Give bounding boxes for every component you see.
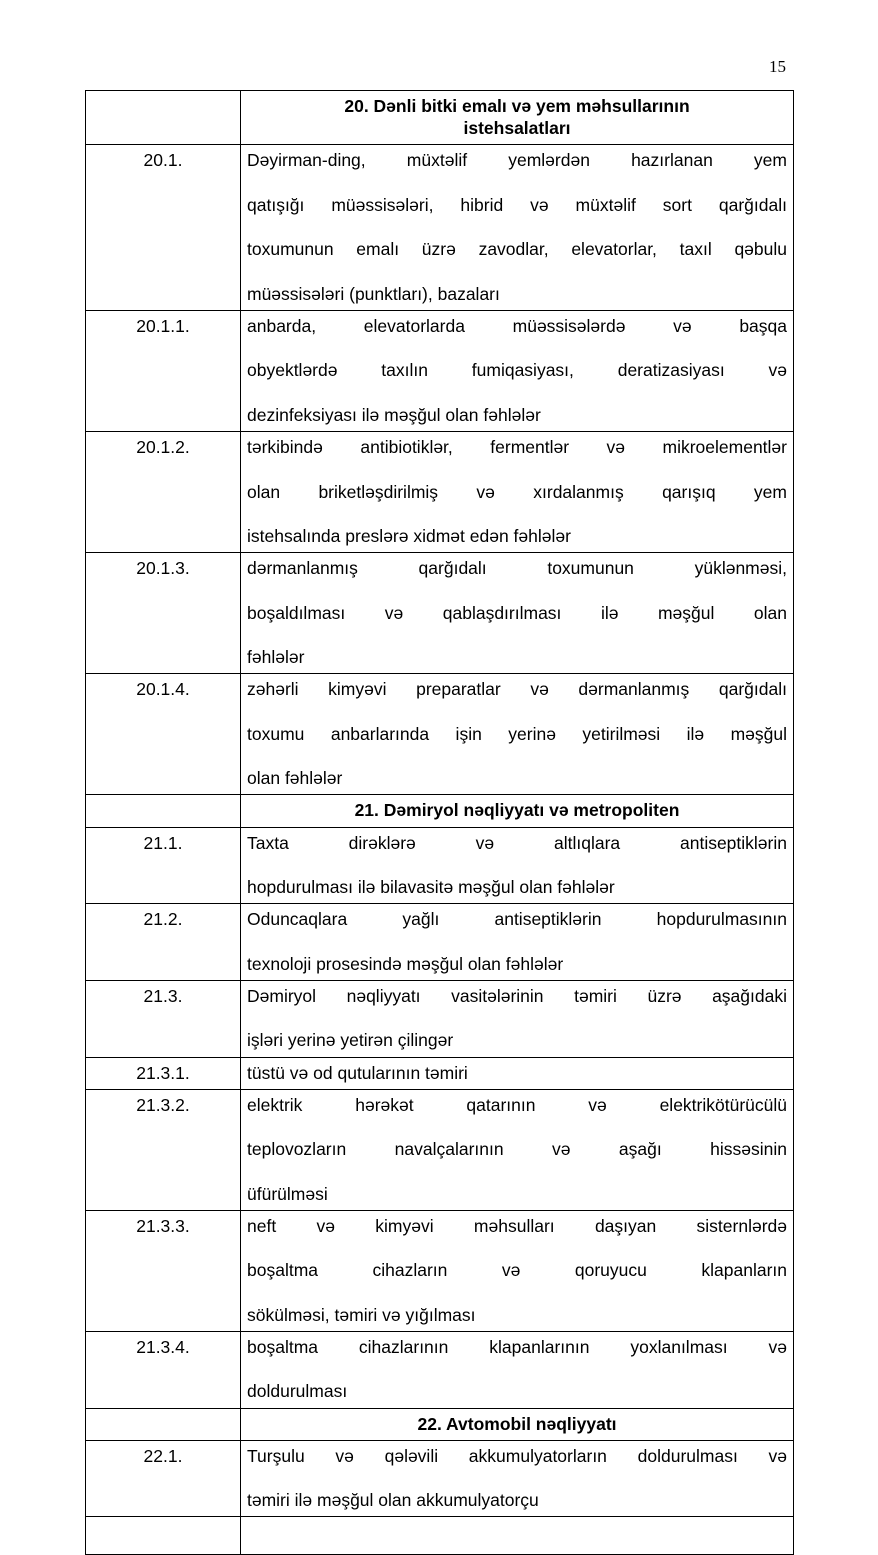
row-text-line: dezinfeksiyası ilə məşğul olan fəhlələr (247, 404, 541, 425)
row-text-line: teplovozların navalçalarının və aşağı hissəsinin (247, 1139, 787, 1160)
row-code-cell (86, 795, 241, 827)
row-text-line: neft və kimyəvi məhsulları daşıyan sisternlərdə (247, 1215, 787, 1236)
row-text-line: tüstü və od qutularının təmiri (247, 1062, 468, 1083)
row-text-line: toxumunun emalı üzrə zavodlar, elevatorlar, taxıl qəbulu (247, 239, 787, 260)
row-text-cell (241, 432, 794, 553)
row-text-line: hopdurulması ilə bilavasitə məşğul olan fəhlələr (247, 877, 615, 897)
table-row (86, 310, 794, 431)
row-text-cell (241, 1210, 794, 1331)
row-code-cell: 21.3.4. (86, 1331, 241, 1408)
row-text-line: fəhlələr (247, 647, 305, 668)
row-code-cell: 22.1. (86, 1440, 241, 1517)
row-text-line: sökülməsi, təmiri və yığılması (247, 1304, 476, 1325)
row-text-line: üfürülməsi (247, 1183, 328, 1204)
table-row (86, 1057, 794, 1089)
row-code-cell (86, 1408, 241, 1440)
table-row (86, 1331, 794, 1408)
row-text-cell (241, 310, 794, 431)
row-text-line: təmiri ilə məşğul olan akkumulyatorçu (247, 1490, 539, 1511)
row-text-line: müəssisələri (punktları), bazaları (247, 283, 500, 304)
table-container (85, 90, 793, 1555)
row-code-cell: 21.3.2. (86, 1089, 241, 1210)
row-text-line: tərkibində antibiotiklər, fermentlər və mikroelementlər (247, 437, 787, 458)
row-text-cell (241, 1440, 794, 1517)
table-row (86, 145, 794, 311)
page-number: 15 (769, 57, 786, 76)
row-text-cell (241, 1331, 794, 1408)
table-row (86, 553, 794, 674)
row-text-line: olan briketləşdirilmiş və xırdalanmış qarışıq yem (247, 481, 787, 502)
section-heading-line: 21. Dəmiryol nəqliyyatı və metropoliten (354, 800, 680, 821)
section-heading (241, 795, 794, 827)
row-code-cell: 20.1.1. (86, 310, 241, 431)
section-heading-line: istehsalatları (463, 118, 571, 139)
row-text-cell (241, 674, 794, 795)
row-text-cell (241, 980, 794, 1057)
row-code-cell: 21.3. (86, 980, 241, 1057)
row-text-line: toxumu anbarlarında işin yerinə yetirilməsi ilə məşğul (247, 723, 787, 744)
table-row (86, 980, 794, 1057)
row-text-line: olan fəhlələr (247, 768, 343, 789)
row-text-line: istehsalında preslərə xidmət edən fəhlələr (247, 525, 571, 546)
row-code-cell: 20.1.4. (86, 674, 241, 795)
row-code-cell (86, 1517, 241, 1555)
row-text-line: texnoloji prosesində məşğul olan fəhlələr (247, 953, 564, 974)
row-text-cell (241, 904, 794, 981)
row-code-cell: 20.1.3. (86, 553, 241, 674)
section-heading-line: 22. Avtomobil nəqliyyatı (417, 1413, 617, 1434)
table-row (86, 432, 794, 553)
row-code-cell: 21.3.1. (86, 1057, 241, 1089)
table-row (86, 827, 794, 904)
table-row (86, 1408, 794, 1440)
row-code-cell: 20.1. (86, 145, 241, 311)
row-text-cell (241, 1517, 794, 1555)
row-text-line: boşaldılması və qablaşdırılması ilə məşğul olan (247, 602, 787, 623)
row-text-line: qatışığı müəssisələri, hibrid və müxtəlif sort qarğıdalı (247, 194, 787, 215)
row-text-cell (241, 1089, 794, 1210)
row-text-line: doldurulması (247, 1381, 348, 1402)
row-text-cell (241, 145, 794, 311)
table-row (86, 1089, 794, 1210)
row-text-line: elektrik hərəkət qatarının və elektrikötürücülü (247, 1094, 787, 1115)
row-code-cell (86, 91, 241, 145)
row-text-line: obyektlərdə taxılın fumiqasiyası, deratizasiyası və (247, 360, 787, 381)
row-text-line: boşaltma cihazların və qoruyucu klapanların (247, 1260, 787, 1281)
row-text-line: anbarda, elevatorlarda müəssisələrdə və başqa (247, 315, 787, 336)
table-row (86, 904, 794, 981)
row-text-line: Dəyirman-ding, müxtəlif yemlərdən hazırlanan yem (247, 150, 787, 171)
row-text-cell (241, 553, 794, 674)
row-text-cell (241, 827, 794, 904)
row-text-line: Dəmiryol nəqliyyatı vasitələrinin təmiri üzrə aşağıdaki (247, 985, 787, 1006)
section-heading-line: 20. Dənli bitki emalı və yem məhsullarının (344, 96, 690, 116)
row-text-line: boşaltma cihazlarının klapanlarının yoxlanılması və (247, 1336, 787, 1357)
table-row (86, 1517, 794, 1555)
row-code-cell: 21.3.3. (86, 1210, 241, 1331)
occupations-table (85, 90, 794, 1555)
table-row (86, 795, 794, 827)
row-text-line: Oduncaqlara yağlı antiseptiklərin hopdurulmasının (247, 909, 787, 930)
table-row (86, 1440, 794, 1517)
section-heading (241, 91, 794, 145)
row-text-line: dərmanlanmış qarğıdalı toxumunun yüklənməsi, (247, 558, 787, 579)
section-heading (241, 1408, 794, 1440)
row-text-line: Turşulu və qələvili akkumulyatorların doldurulması və (247, 1445, 787, 1466)
row-text-line: işləri yerinə yetirən çilingər (247, 1030, 454, 1051)
row-text-line: zəhərli kimyəvi preparatlar və dərmanlanmış qarğıdalı (247, 679, 787, 700)
table-body (86, 91, 794, 1555)
row-code-cell: 20.1.2. (86, 432, 241, 553)
row-code-cell: 21.1. (86, 827, 241, 904)
row-text-line: Taxta dirəklərə və altlıqlara antiseptiklərin (247, 832, 787, 853)
row-code-cell: 21.2. (86, 904, 241, 981)
table-row (86, 91, 794, 145)
row-text-cell (241, 1057, 794, 1089)
table-row (86, 674, 794, 795)
table-row (86, 1210, 794, 1331)
